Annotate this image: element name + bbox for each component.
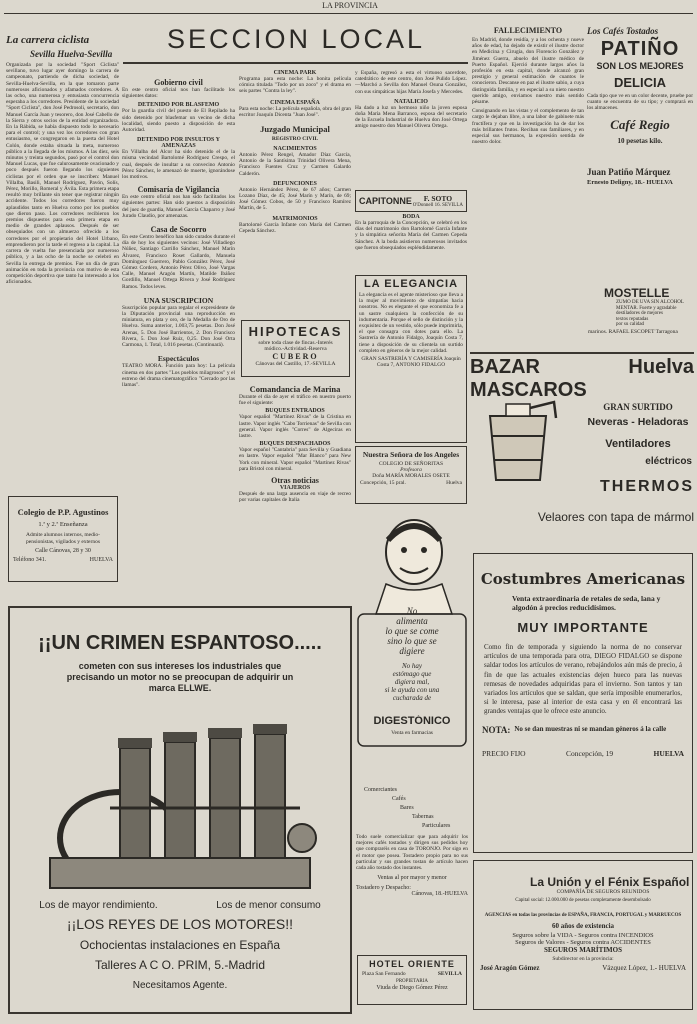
comerciantes-item: Cafés bbox=[392, 796, 406, 802]
elegancia-body: La elegancia es el agente misterioso que lleva a la mujer al movimiento de simpatías hacia nosotros. No es elegante el que economiza fe a un sastre cualquiera la confección de su indumentaria. Porque el sello de distinción y la exquisitez de un vestido, sólo puede imprimirla, el que consagra con dotes para ello. La Sastrería de Antonio Fidalgo, Joaquín Costa 7, tiene a disposición de su clientela un surtido completo en géneros de la mejor calidad. bbox=[359, 292, 463, 354]
col2-t1: Programa para esta noche: La bonita película cómica titulada "Todo por un zoco" y el drama en seis partes "Contra la ley". bbox=[239, 76, 351, 95]
angeles-sub: COLEGIO DE SEÑORITAS bbox=[378, 461, 444, 467]
comerciantes-list bbox=[356, 786, 468, 831]
angeles-addr: Concepción, 15 pral. bbox=[360, 480, 406, 486]
patino-price: 10 pesetas kilo. bbox=[617, 136, 663, 145]
bazar-title2: Huelva bbox=[628, 356, 694, 378]
digest-slogan bbox=[360, 606, 464, 656]
col1-h2: DETENIDO POR BLASFEMO bbox=[137, 102, 220, 109]
mostelle-brand: MOSTELLE bbox=[604, 286, 670, 300]
col1-h1: Gobierno civil bbox=[154, 78, 203, 87]
hotel-line bbox=[362, 971, 462, 977]
hotel-addr: Plaza San Fernando bbox=[362, 971, 406, 977]
angeles-footer bbox=[360, 480, 462, 486]
col1-h4: Comisaría de Vigilancia bbox=[137, 185, 220, 195]
soto-right: F. SOTO bbox=[423, 194, 453, 203]
hipotecas-title: HIPOTECAS bbox=[248, 324, 343, 339]
col1-t2: Por la guardia civil del puesto de El Repilado ha sido detenido por blasfemar un vecino de dicha localidad, siendo puesto a disposición de esta Autoridad. bbox=[122, 108, 235, 134]
mostelle-line3: destiladores de mejores bbox=[616, 311, 663, 317]
hotel-ad bbox=[357, 955, 467, 1005]
col2-t6: Bartolomé García Infante con María del Carmen Cepeda Sánchez. bbox=[239, 221, 351, 234]
costumbres-venta: Venta extraordinaria de retales de seda, lana y algodón á precios reducidísimos. bbox=[512, 594, 661, 612]
mostelle-lines bbox=[588, 300, 694, 328]
col1-h3: DETENIDO POR INSULTOS Y AMENAZAS bbox=[137, 137, 220, 150]
school-title: Colegio de P.P. Agustinos bbox=[17, 507, 109, 517]
elegancia-title: LA ELEGANCIA bbox=[363, 278, 459, 290]
comerciantes-ad bbox=[356, 786, 468, 946]
mostelle-addr: marinos. RAFAEL ESCOPET Tarragona bbox=[588, 328, 678, 335]
union-agent: Subdirector en la provincia: bbox=[552, 956, 614, 962]
digest-line10: cucharada de bbox=[392, 694, 432, 702]
marina-h4: VIAJEROS bbox=[279, 485, 311, 492]
crimen-l1b: Los de menor consumo bbox=[216, 900, 321, 911]
mostelle-line5: por su calidad bbox=[616, 322, 645, 328]
col2-h2: CINEMA ESPAÑA bbox=[270, 99, 320, 106]
crimen-agente: Necesitamos Agente. bbox=[132, 980, 228, 991]
section-title: SECCION LOCAL bbox=[166, 24, 426, 54]
costumbres-ad bbox=[473, 553, 693, 853]
union-name: José Aragón Gómez bbox=[480, 964, 540, 972]
crimen-l1a: Los de mayor rendimiento. bbox=[39, 900, 158, 911]
comerciantes-body: Todo suele comercializar que para adquirir los mejores cafés tostados y dirigen sus pedidos hoy que compraréis en casa de TORONJO. Por sigo en el motor que posea. Tostadero propio para no sus particular y sus grandes tostan de artículo hacen cada año tostado dos instantes. bbox=[356, 834, 468, 872]
col1-t4: En este centro oficial nos han sido facilitados los siguientes partes: Han sido puestos a disposición del juez de guardia, Manuel García Chaparro y José Jurado Claudio, por amenazas. bbox=[122, 194, 235, 219]
costumbres-nota-text: No se dan muestras ni se mandan géneros á la calle bbox=[514, 724, 667, 733]
section-rule bbox=[123, 62, 468, 64]
union-agencias: AGENCIAS en todas las provincias de ESPAÑA, FRANCIA, PORTUGAL y MARRUECOS bbox=[484, 913, 682, 918]
patino-ad bbox=[587, 26, 693, 276]
crimen-talleres: Talleres A C O. PRIM, 5.-Madrid bbox=[94, 958, 266, 972]
crimen-title: ¡¡UN CRIMEN ESPANTOSO..... bbox=[38, 632, 322, 654]
col2-t4: Antonio Pérez Rengel, Amador Díaz García, Antonio de la Santísima Trinidad Olivera Mena, Francisco Fuentes Cruz y Carmen Galardo Calderón. bbox=[239, 152, 351, 177]
patino-cafe2: Café Regio bbox=[610, 116, 670, 132]
elegancia-foot: GRAN SASTRERÍA Y CAMISERÍA Joaquín Costa 7, ANTONIO FIDALGO bbox=[361, 356, 461, 369]
digest-line7: estómago que bbox=[392, 670, 432, 678]
union-years: 60 años de existencia bbox=[551, 922, 615, 930]
hipotecas-addr: Cánovas del Castillo, 17.-SEVILLA bbox=[255, 361, 336, 367]
cycling-title: La carrera ciclista bbox=[6, 34, 90, 46]
patino-brand: PATIÑO bbox=[600, 38, 680, 60]
boda-section bbox=[355, 214, 467, 274]
col1-t1: En este centro oficial nos han facilitado los siguientes datos: bbox=[122, 87, 235, 100]
union-l1: Seguros sobre la VIDA - Seguros contra INCENDIOS bbox=[512, 932, 654, 939]
digest-line3: lo que se come bbox=[385, 626, 439, 636]
elegancia-ad bbox=[355, 275, 467, 443]
school-address: Calle Cánovas, 28 y 30 bbox=[35, 548, 91, 554]
digestonico-ad bbox=[356, 510, 468, 750]
crimen-inst: Ochocientas instalaciones en España bbox=[79, 938, 281, 952]
col2-h5: DEFUNCIONES bbox=[273, 180, 317, 187]
union-l3: SEGUROS MARÍTIMOS bbox=[544, 946, 622, 954]
cycling-body: Organizada por la sociedad "Sport Ciclista" sevillano, tuvo lugar ayer domingo la carrera de campeonato, partiendo de dicha sociedad, de Sevilla-Huelva-Sevilla, en la que tomaron parte numerosos aficionados y afamados corredores. A las ocho, una numerosa y entusiasta concurrencia esperaba a los corredores. Presidente de la sociedad "Sport Ciclista", don José Pedrosoli, secretario, don Manuel García Juan y tesorero, don José Cabello de la Sierra y otros socios de la entidad organizadora. En la Rábida, se había dispuesto todo lo necesario para el control; y una vez los corredores con gran entusiasmo, se congregaron en la puerta del Hotel Colón, donde estaba situada la meta, numeroso público a la llegada de los mismos. A las diez, seis minutos y treinta segundos, pasó por el control don Manuel Lucas, que fue calurosamente ovacionado y poco después fueron llegando los siguientes ciclistas por el orden que se inscriben: Manuel Villalba, Basili, Manuel Rodríguez, Pavón, Solís, Pérez, Morillo, Romeral y Ávila. Esta primera etapa resultó muy brillante sin tener que registrar ningún accidente. Todos los corredores fueron muy aplaudidos tanto en Huelva como por los pueblos que dieron paso. Los corredores recibieron los premios dispuestos para esta primera etapa en medio de grandes aplausos. Después de ser obsequiados con un almuerzo ofrecido a los corredores por el propietario del Hotel Urbano, emprendieron por la tarde el regreso a la capital. La carrera de vuelta fue presenciada por numeroso público, y a las ocho de la noche se celebró en Sevilla la entrega de premios. Fue un día de gran animación en toda la provincia con motivo de esta competición deportiva que tanto ha interesado a los aficionados. bbox=[6, 62, 119, 286]
crimen-line1 bbox=[10, 900, 350, 911]
school-body: Admite alumnos internos, medio-pensionistas, vigilados y externos bbox=[26, 532, 100, 545]
patino-foot: Juan Patiño Márquez bbox=[587, 166, 671, 177]
section-col2 bbox=[239, 70, 351, 320]
fallecimiento-body: En Madrid, donde residía, y a los ochenta y nueve años de edad, ha dejado de existir el ilustre doctor en Medicina y Cirugía, don Florencio González y Jiménez Guerra, abuelo del ilustre médico de Puerto Español. Ejerció durante largos años la profesión en esta capital, donde alcanzó gran prestigio y general estimación de cuantos le conocieron. Descanse en paz el ilustre sabio, a cuya distinguida familia, y en especial a su nieto nuestro querido amigo, enviamos nuestro más sentido pésame. bbox=[472, 37, 584, 106]
union-l2: Seguros de Valores - Seguros contra ACCIDENTES bbox=[515, 939, 651, 946]
union-sub: COMPAÑÍA DE SEGUROS REUNIDOS bbox=[556, 889, 650, 895]
col3-intro: y España, regresó a esta el virtuoso sacerdote, catedrático de este centro, don José Pulido López. —Marchó a Sevilla don Manuel Osuna González, con sus simpáticas hijas María Josefa y Mercedes. bbox=[355, 70, 467, 95]
bazar-thermo: THERMOS bbox=[600, 478, 694, 495]
digest-line8: digiera mal, bbox=[394, 678, 430, 686]
patino-body: Cada tipo que ve en un color decente, pruebe por cuanto se encuentra de su tipo; y comprará en los almacenes. bbox=[587, 93, 693, 112]
cycling-subtitle: Sevilla Huelva-Sevilla bbox=[30, 49, 113, 59]
costumbres-nota bbox=[482, 725, 684, 735]
col2-h3: Juzgado Municipal bbox=[260, 124, 330, 135]
crimen-sub2: precisando un motor no se preocupan de adquirir un bbox=[66, 672, 294, 682]
hotel-prop: PROPIETARIA bbox=[395, 979, 429, 984]
col1-h5: Casa de Socorro bbox=[150, 225, 207, 235]
section-col3 bbox=[355, 70, 467, 188]
costumbres-title: Costumbres Americanas bbox=[480, 570, 686, 588]
col1-t5: En este Centro benéfico han sido curados durante el día de hoy los siguientes vecinos: José Villadiego Núñez, Santiago Carrillo Sánchez, Manuel Marín Álvarez, Francisco Roset Gallardo, Manuela Domínguez Guerrero, Pablo González Pérez, José Gómez Cordero, Antonio Pérez Olivo, José Vargas Calle, Manuel Aragón Martín, Matilde Ibáñez Gordillo, Manuel Ortega Rivera y José Rodríguez Ramos. Todos leves. bbox=[122, 234, 235, 290]
col2-h1: CINEMA PARK bbox=[273, 70, 317, 76]
boda-title: BODA bbox=[402, 214, 420, 220]
patino-title: Los Cafés Tostados bbox=[587, 26, 659, 36]
section-col1 bbox=[122, 72, 235, 594]
angeles-name: Doña MARÍA MORALES OSETE bbox=[372, 473, 450, 479]
col2-h4: NACIMIENTOS bbox=[273, 146, 317, 153]
marina-h2: BUQUES DESPACHADOS bbox=[259, 441, 331, 448]
marina-t1: Vapor español "Martínez Rivas" de la Cristina en lastre. Vapor inglés "Cabo Torrienas" de Sevilla con general. Vapor inglés "Corres" de Algeciras en lastre. bbox=[239, 414, 351, 440]
costumbres-addr: Concepción, 19 bbox=[566, 748, 614, 758]
patino-addr: Ernesto Deligny, 18.- HUELVA bbox=[587, 178, 673, 186]
comerciantes-venta: Ventas al por mayor y menor bbox=[377, 875, 447, 882]
school-city: HUELVA bbox=[89, 557, 113, 563]
masthead: LA PROVINCIA bbox=[322, 1, 378, 10]
mostelle-ad bbox=[588, 286, 694, 348]
crimen-sub3: marca ELLWE. bbox=[148, 683, 212, 693]
angeles-prof: Profesora bbox=[400, 467, 422, 473]
hipotecas-line2: módico.-Actividad.-Reserva bbox=[264, 346, 327, 352]
school-line: 1.ª y 2.ª Enseñanza bbox=[38, 521, 88, 528]
marina-intro: Durante el día de ayer el tráfico en nuestro puerto fue el siguiente: bbox=[239, 394, 351, 407]
engine-illustration bbox=[40, 708, 330, 898]
patino-cafe: DELICIA bbox=[614, 75, 666, 90]
school-ad bbox=[8, 496, 118, 582]
soto-left: CAPITONNE bbox=[359, 196, 412, 206]
fallecimiento-body2: Consignando en las vistas y el complemento de tan cargo le dejaban libre, a una labor de gabinete más fructífera y que en la investigación ha de dar los más brillantes frutos. Reciban sus familiares, y en especial sus hermanos, la expresión sentida de nuestro dolor. bbox=[472, 108, 584, 146]
comerciantes-item: Particulares bbox=[422, 823, 451, 829]
marina-section bbox=[239, 384, 351, 594]
school-footer bbox=[13, 557, 113, 563]
union-capital: Capital social: 12.000.000 de pesetas completamente desembolsado bbox=[515, 898, 651, 903]
angeles-city: Huelva bbox=[446, 480, 462, 486]
crimen-ad bbox=[8, 606, 352, 1014]
mostelle-line2: MENTAR. Fuerte y agradable bbox=[616, 305, 677, 311]
col1-t3: En Villalba del Alcor ha sido detenido el de la misma vecindad Bartolomé Rodríguez Crespo, el cual, después de insultar a su convecino Antonio Pérez Sánchez, le amenazó de muerte, ignorándose los motivos. bbox=[122, 149, 235, 181]
bazar-elect: eléctricos bbox=[645, 456, 692, 467]
school-phone: Teléfono 341. bbox=[13, 557, 47, 563]
digest-line9: si le ayuda con una bbox=[384, 686, 440, 694]
costumbres-city: HUELVA bbox=[653, 748, 684, 758]
hipotecas-ad bbox=[241, 320, 350, 377]
comerciantes-tost: Tostadero y Despacho: bbox=[356, 885, 411, 892]
union-title: La Unión y el Fénix Español bbox=[530, 875, 690, 889]
digest-line5: digiere bbox=[399, 646, 425, 656]
angeles-title: Nuestra Señora de los Angeles bbox=[362, 450, 460, 459]
digest-line1: No bbox=[406, 606, 418, 616]
digest-line2: alimenta bbox=[396, 616, 428, 626]
comerciantes-item: Tabernas bbox=[412, 814, 434, 820]
costumbres-importante: MUY IMPORTANTE bbox=[517, 620, 649, 635]
fallecimiento-section bbox=[472, 26, 584, 346]
soto-ad bbox=[355, 190, 467, 212]
bazar-title: BAZAR MASCAROS bbox=[470, 356, 587, 401]
comerciantes-item: Bares bbox=[400, 805, 414, 811]
col1-h6: UNA SUSCRIPCION bbox=[143, 295, 214, 305]
union-footer bbox=[480, 964, 686, 972]
digest-line4: sino lo que se bbox=[387, 636, 437, 646]
costumbres-footer bbox=[482, 749, 684, 758]
hotel-name: Viuda de Diego Gómez Pérez bbox=[376, 985, 448, 991]
bazar-gran: GRAN SURTIDO bbox=[603, 402, 673, 412]
union-ad bbox=[473, 860, 693, 1010]
bazar-foot: Velaores con tapa de mármol bbox=[537, 510, 694, 524]
col2-t3: REGISTRO CIVIL bbox=[271, 136, 319, 143]
digest-slogan2 bbox=[360, 662, 464, 702]
marina-t4: Después de una larga ausencia en viaje de recreo por varias capitales de Italia bbox=[239, 491, 351, 504]
mostelle-line1: ZUMO DE UVA SIN ALCOHOL bbox=[616, 300, 684, 305]
costumbres-precio: PRECIO FIJO bbox=[482, 748, 526, 758]
marina-title: Comandancia de Marina bbox=[249, 384, 341, 394]
marina-t2: Vapor español "Cantabria" para Sevilla y Guadiana en lastre. Vapor español "Mar Blanco" para New York con mineral. Vapor español "Martínez Rivas" para Bristol con mineral. bbox=[239, 447, 351, 472]
fallecimiento-title: FALLECIMIENTO bbox=[493, 26, 563, 35]
mostelle-line4: textos reputadas bbox=[616, 316, 649, 322]
bazar-neveras: Neveras - Heladoras bbox=[587, 416, 689, 428]
bazar-vent: Ventiladores bbox=[605, 438, 671, 450]
crimen-reyes: ¡¡LOS REYES DE LOS MOTORES!! bbox=[66, 916, 294, 932]
col1-h7: Espectáculos bbox=[157, 354, 200, 364]
col2-t2: Para esta noche: La película española, obra del gran escritor Joaquín Dicenta "Juan José". bbox=[239, 105, 351, 118]
marina-h3: Otras noticias bbox=[271, 476, 319, 486]
hipotecas-name: CUBERO bbox=[272, 352, 319, 361]
digest-brand: DIGESTÓNICO bbox=[373, 715, 451, 727]
digest-line6: No hay bbox=[401, 662, 423, 670]
col1-t6: Suscripción popular para regalar el expresidente de la Diputación provincial una reproducción en miniatura, en plata y oro, de la Medalla de Oro de Huelva. Suma anterior, 1.003,75 pesetas. Don José Arenas, 5. Don José Barrientos, 2. Don Francisco Rivera, 5. Don José Ruiz, 0,25. Don José Orta Carmona, 1. Total, 1.016 pesetas. (Continuará). bbox=[122, 304, 235, 349]
union-addr: Vázquez López, 1.- HUELVA bbox=[602, 964, 686, 972]
costumbres-nota-label: NOTA: bbox=[482, 724, 511, 735]
natalicio-body: Ha dado a luz un hermoso niño la joven esposa doña María Mena Barranco, esposa del secretario de la Escuela Industrial de Huelva don José Ortega amigo nuestro don Manuel Olivera Ortega. bbox=[355, 104, 467, 130]
comerciantes-addr: Cánovas, 18.-HUELVA bbox=[411, 891, 468, 898]
top-rule bbox=[4, 13, 693, 14]
hipotecas-line1: sobre toda clase de fincas.-Interés bbox=[258, 340, 333, 346]
angeles-ad bbox=[355, 446, 467, 504]
hotel-title: HOTEL ORIENTE bbox=[369, 959, 455, 969]
boda-body: En la parroquia de la Concepción, se celebró en los días del matrimonio don Bartolomé García Infante y la simpática señorita María del Carmen Cepeda Sánchez. A la boda asistieron numerosos invitados que fueron obsequiados espléndidamente. bbox=[355, 220, 467, 251]
costumbres-body: Como fin de temporada y siguiendo la norma de no conservar artículos de una temporada para otra, DIEGO FIDALGO se dispone saldar todos los artículos de verano, rebajándolos aún más de precio, á fin de que las actuales existencias dejen hueco para las nuevas remesas de novedades adquiridas para el invierno. Son tantos y tan variados los artículos que se saldan, que sería imposible enumerarlos, si le interesa, pase al interior de esta casa y en él encontrará las grandes ventajas que le ofrece este anuncio. bbox=[484, 643, 682, 716]
ice-cream-freezer-illustration bbox=[476, 396, 560, 486]
comerciantes-item: Comerciantes bbox=[364, 787, 397, 793]
digest-foot: Venta en farmacias bbox=[391, 730, 433, 736]
crimen-sub1: cometen con sus intereses los industriales que bbox=[78, 661, 282, 671]
marina-h1: BUQUES ENTRADOS bbox=[265, 408, 325, 415]
col1-t7: TEATRO MORA. Función para hoy: La película cinema en dos partes "Los pueblos milagrosos" y el estreno del drama cinematográfico "Cercado por las llamas". bbox=[122, 363, 235, 388]
col2-h6: MATRIMONIOS bbox=[272, 215, 318, 222]
natalicio-title: NATALICIO bbox=[394, 98, 428, 105]
bazar-ad bbox=[470, 356, 694, 546]
hotel-city: SEVILLA bbox=[437, 971, 462, 977]
bazar-rule bbox=[470, 352, 694, 354]
col2-t5: Antonio Hernández Pérez, de 67 años; Carmen Lozano Díaz, de 45; José Marín y Marín, de 69; José Gómez Cobos, de 50 y Francisco Ramírez Martín, de 5. bbox=[239, 186, 351, 212]
soto-sub: O'Donnell 16. SEVILLA bbox=[412, 203, 463, 208]
patino-tag: SON LOS MEJORES bbox=[596, 61, 684, 71]
